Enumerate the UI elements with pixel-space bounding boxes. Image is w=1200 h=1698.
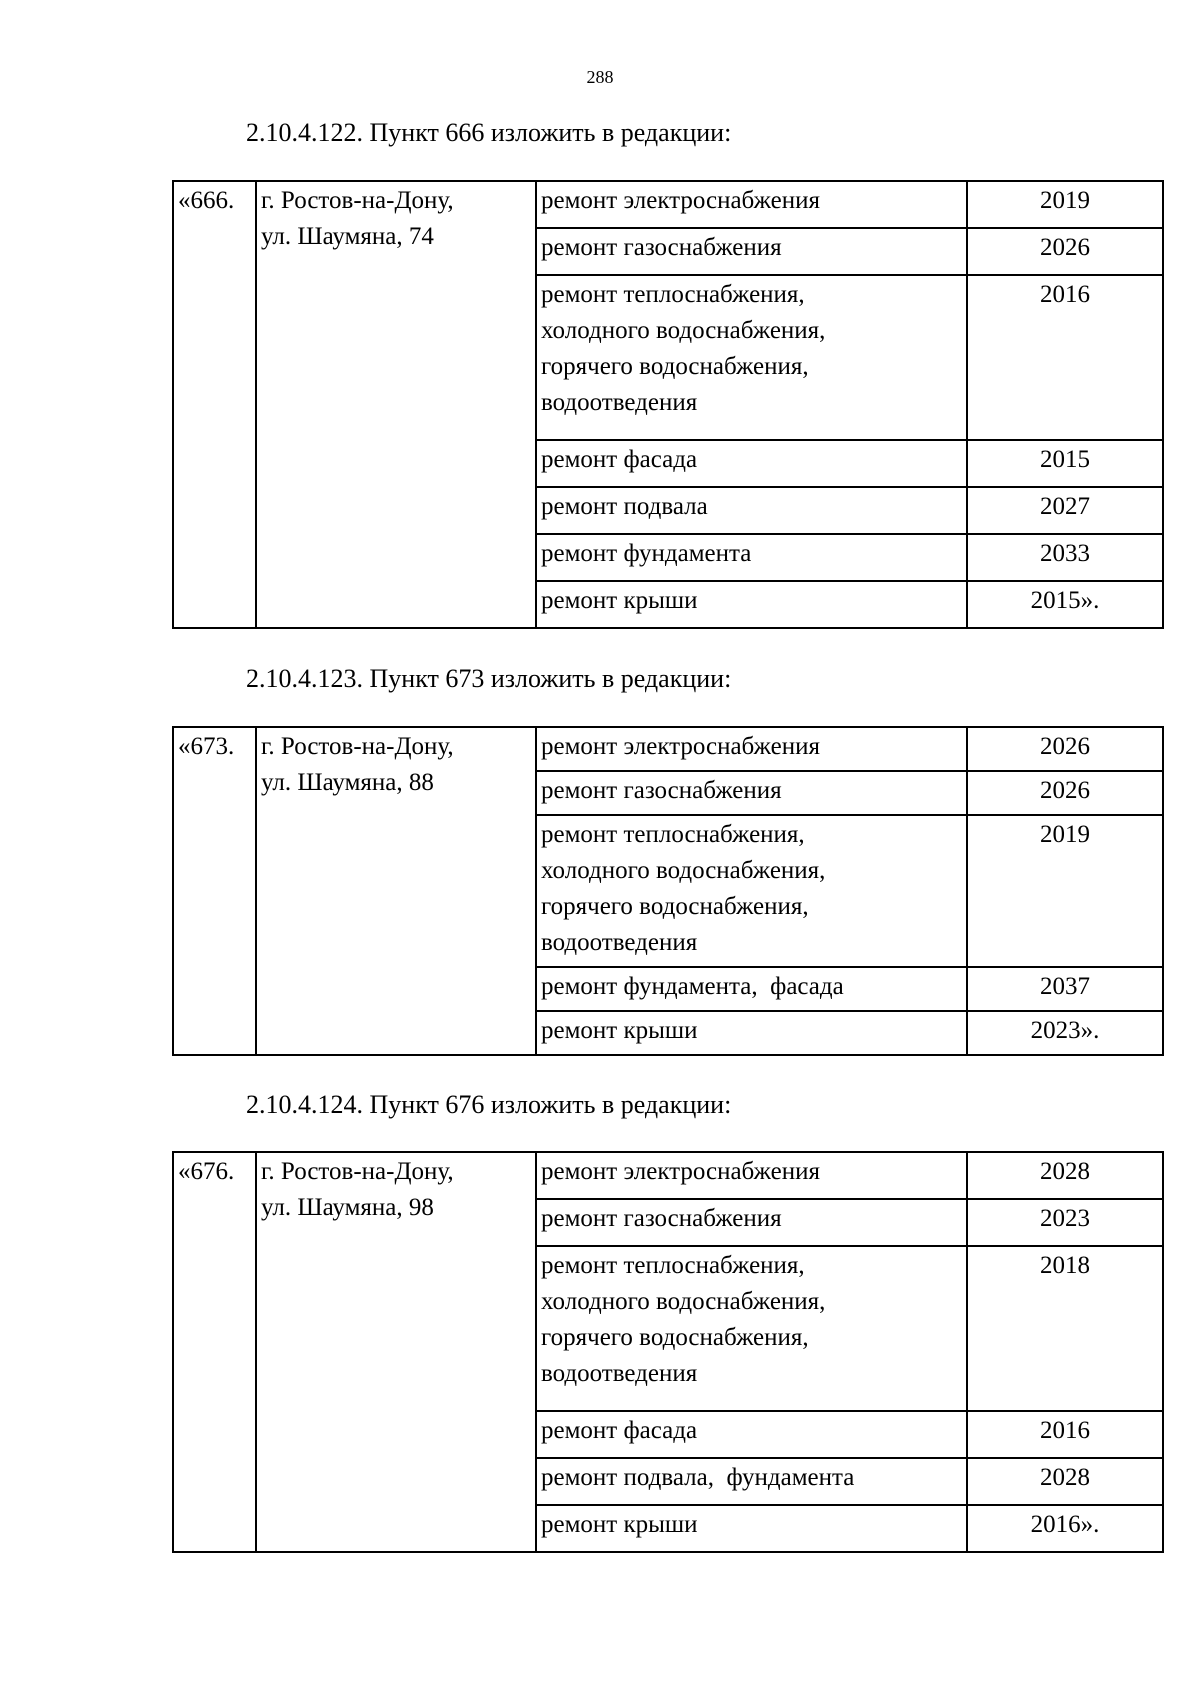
- address-cell: [256, 181, 536, 628]
- work-type: ремонт подвала: [536, 487, 967, 534]
- work-year: 2015: [967, 440, 1163, 487]
- work-year: 2019: [967, 181, 1163, 228]
- work-type: ремонт фундамента, фасада: [536, 967, 967, 1011]
- item-number: «676.: [173, 1152, 256, 1552]
- work-year: 2018: [967, 1246, 1163, 1411]
- work-type: ремонт крыши: [536, 1011, 967, 1055]
- address-street: ул. Шаумяна, 98: [261, 1194, 434, 1221]
- section-heading-124: 2.10.4.124. Пункт 676 изложить в редакции:: [246, 1090, 732, 1119]
- table-row: [173, 727, 1163, 771]
- page-number: 288: [586, 67, 614, 87]
- work-year: 2026: [967, 727, 1163, 771]
- work-type: ремонт электроснабжения: [536, 181, 967, 228]
- work-year: 2028: [967, 1152, 1163, 1199]
- work-year: 2016: [967, 1411, 1163, 1458]
- amendment-table-673: [172, 726, 1164, 1056]
- work-type: ремонт электроснабжения: [536, 1152, 967, 1199]
- item-number: «666.: [173, 181, 256, 628]
- work-year: 2028: [967, 1458, 1163, 1505]
- address-cell: [256, 727, 536, 1055]
- work-type: ремонт теплоснабжения, холодного водоснабжения, горячего водоснабжения, водоотведения: [536, 1246, 967, 1411]
- section-heading-122: 2.10.4.122. Пункт 666 изложить в редакции:: [246, 118, 732, 147]
- work-year: 2015».: [967, 581, 1163, 628]
- table-row: [173, 181, 1163, 228]
- work-year: 2037: [967, 967, 1163, 1011]
- work-type: ремонт электроснабжения: [536, 727, 967, 771]
- work-year: 2019: [967, 815, 1163, 967]
- work-type: ремонт газоснабжения: [536, 1199, 967, 1246]
- address-city: г. Ростов-на-Дону,: [261, 187, 454, 214]
- work-type: ремонт фасада: [536, 440, 967, 487]
- amendment-table-676: [172, 1151, 1164, 1553]
- work-year: 2023».: [967, 1011, 1163, 1055]
- work-type: ремонт фундамента: [536, 534, 967, 581]
- work-year: 2033: [967, 534, 1163, 581]
- work-type: ремонт крыши: [536, 581, 967, 628]
- work-year: 2016».: [967, 1505, 1163, 1552]
- address-city: г. Ростов-на-Дону,: [261, 1158, 454, 1185]
- work-year: 2026: [967, 771, 1163, 815]
- work-type: ремонт газоснабжения: [536, 771, 967, 815]
- table-row: [173, 1152, 1163, 1199]
- work-type: ремонт крыши: [536, 1505, 967, 1552]
- address-cell: [256, 1152, 536, 1552]
- work-year: 2016: [967, 275, 1163, 440]
- work-year: 2027: [967, 487, 1163, 534]
- work-year: 2026: [967, 228, 1163, 275]
- item-number: «673.: [173, 727, 256, 1055]
- work-year: 2023: [967, 1199, 1163, 1246]
- address-street: ул. Шаумяна, 74: [261, 223, 434, 250]
- amendment-table-666: [172, 180, 1164, 629]
- work-type: ремонт теплоснабжения, холодного водоснабжения, горячего водоснабжения, водоотведения: [536, 275, 967, 440]
- work-type: ремонт подвала, фундамента: [536, 1458, 967, 1505]
- work-type: ремонт фасада: [536, 1411, 967, 1458]
- address-street: ул. Шаумяна, 88: [261, 769, 434, 796]
- address-city: г. Ростов-на-Дону,: [261, 733, 454, 760]
- work-type: ремонт теплоснабжения, холодного водоснабжения, горячего водоснабжения, водоотведения: [536, 815, 967, 967]
- work-type: ремонт газоснабжения: [536, 228, 967, 275]
- section-heading-123: 2.10.4.123. Пункт 673 изложить в редакции:: [246, 664, 732, 693]
